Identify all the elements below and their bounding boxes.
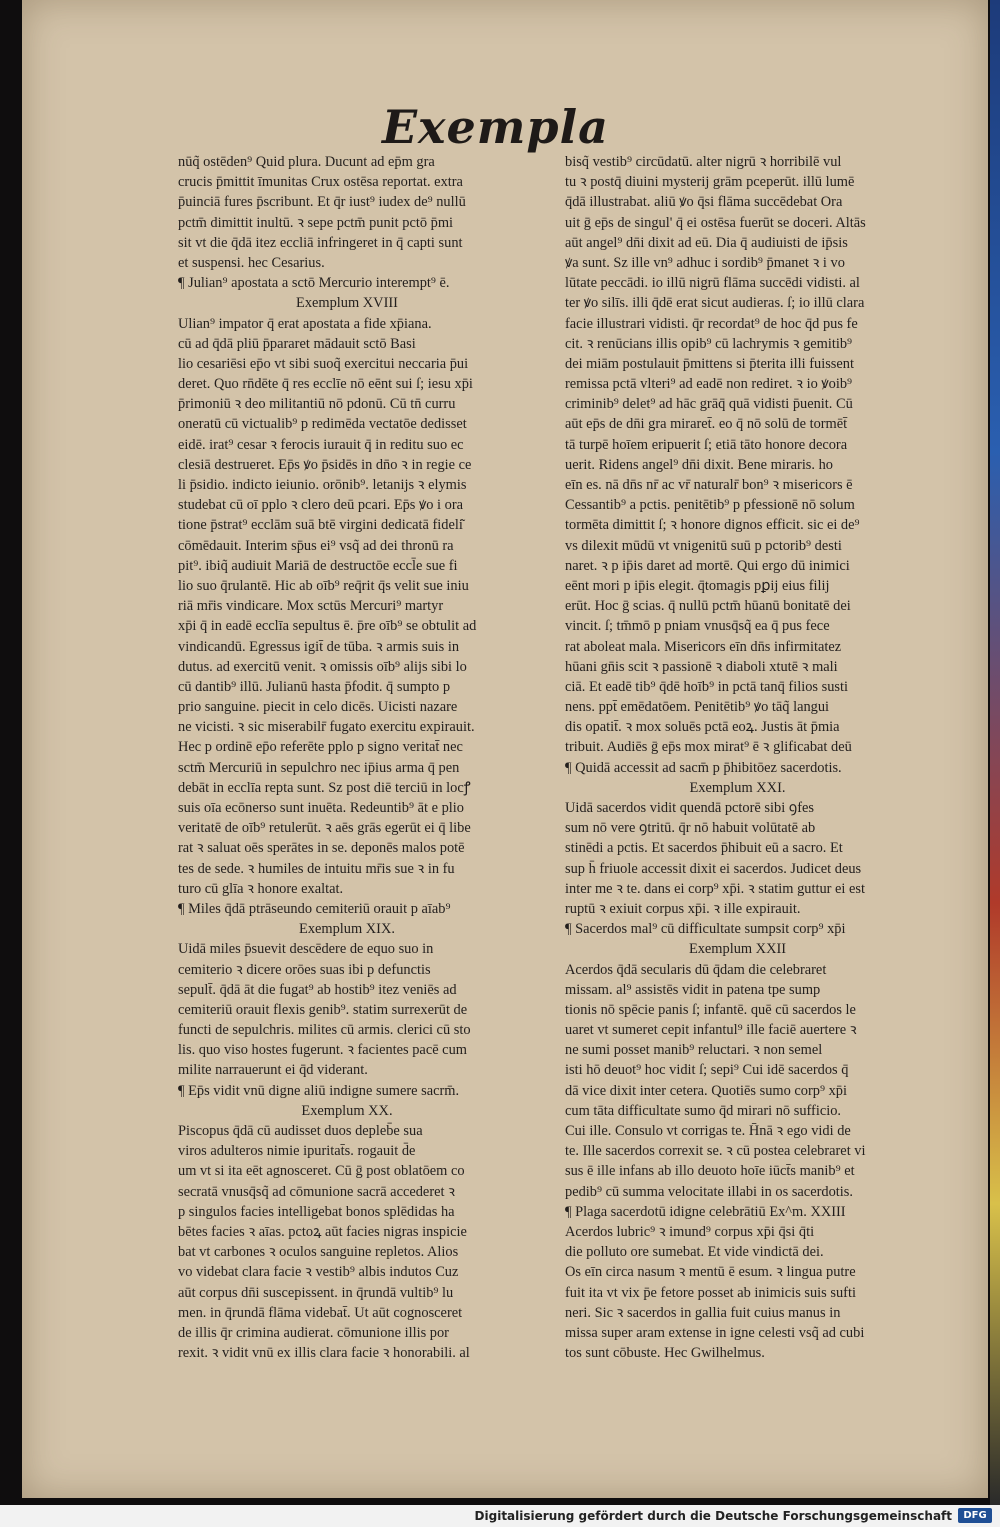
- right-text-column: [565, 152, 950, 1363]
- text-line: cit. ꝛ renūcians illis opib⁹ cū lachrymis ꝛ gemitib⁹: [565, 335, 853, 352]
- text-line: cōmēdauit. Interim sp̄us ei⁹ vsq̃ ad dei thronū ra: [178, 537, 454, 554]
- text-line: cū dantib⁹ illū. Julianū hasta p̄fodit. q̄ sumpto p: [178, 678, 451, 695]
- text-line: dā vice dixit inter cetera. Quotiēs sumo corp⁹ xp̄i: [565, 1082, 847, 1099]
- text-line: ruptū ꝛ exiuit corpus xp̄i. ꝛ ille expirauit.: [565, 900, 801, 917]
- text-line: dis opatit̄. ꝛ mox soluēs pctā eoꝝ. Justis āt p̄mia: [565, 719, 840, 736]
- text-line: eīn es. nā dn̄s nr̄ ac vr̄ naturalr̄ bon⁹ ꝛ misericors ē: [565, 477, 853, 493]
- text-line: pit⁹. ibiq̃ audiuit Mariā de destructōe eccl̄e sue fi: [178, 557, 458, 574]
- text-line: tormēta dimittit ſ; ꝛ honore dignos efficit. sic ei de⁹: [565, 517, 860, 534]
- text-line: sepult̄. q̄dā āt die fugat⁹ ab hostib⁹ itez veniēs ad: [178, 981, 457, 998]
- text-line: sctm̄ Mercuriū in sepulchro nec ip̄ius arma q̄ pen: [178, 759, 460, 776]
- text-line: fuit ita vt vix p̄e fetore posset ab inimicis suis sufti: [565, 1284, 856, 1301]
- text-line: turo cū glīa ꝛ honore exaltat.: [178, 880, 344, 897]
- text-line: criminib⁹ delet⁹ ad hāc grāq̄ quā vidisti p̄uenit. Cū: [565, 396, 853, 413]
- text-line: Hec p ordinē ep̄o referēte pplo p signo veritat̄ nec: [178, 739, 463, 756]
- text-line: lūtate peccādi. io illū nigrū flāma succēdi vidisti. al: [565, 275, 860, 292]
- text-line: tribuit. Audiēs ḡ ep̄s mox mirat⁹ ē ꝛ glificabat deū: [565, 739, 852, 756]
- text-line: Exemplum XXI.: [689, 779, 786, 796]
- text-line: Cessantib⁹ a pctis. penitētib⁹ p pfessionē nō solum: [565, 497, 855, 514]
- running-head: Exempla: [382, 100, 609, 154]
- text-line: debāt in ecclīa repta sunt. Sz post diē terciū in locꝭ: [178, 779, 471, 796]
- text-line: remissa pctā vlteri⁹ ad eadē non rediret. ꝛ io ꝟoib⁹: [565, 376, 853, 393]
- text-line: p singulos facies intelligebat bonos splēdidas ha: [178, 1203, 455, 1220]
- text-line: rexit. ꝛ vidit vnū ex illis clara facie ꝛ honorabili. al: [178, 1345, 470, 1362]
- text-line: rat aboleat mala. Misericors eīn dn̄s infirmitatez: [565, 638, 842, 655]
- text-line: secratā vnusq̄sq̃ ad cōmunione sacrā accederet ꝛ: [178, 1183, 455, 1200]
- text-line: bisq̃ vestib⁹ circūdatū. alter nigrū ꝛ horribilē vul: [565, 154, 842, 170]
- text-line: eidē. irat⁹ cesar ꝛ ferocis iurauit q̄ in reditu suo ec: [178, 436, 464, 453]
- text-line: sum nō vere ꝯtritū. q̄r nō habuit volūtatē ab: [565, 820, 816, 837]
- text-line: ciā. Et eadē tib⁹ q̄dē hoīb⁹ in pctā tanq̄ filios susti: [565, 678, 848, 695]
- text-line: p̄rimoniū ꝛ deo militantiū nō pdonū. Cū tn̄ curru: [178, 396, 456, 413]
- text-line: isti hō deuot⁹ hoc vidit ſ; sepi⁹ Cui idē sacerdos q̄: [565, 1062, 849, 1079]
- text-line: vs dilexit mūdū vt vnigenitū suū p pctorib⁹ desti: [565, 537, 842, 554]
- text-line: vincit. ſ; tm̄mō p pniam vnusq̄sq̃ ea q̄ pus fece: [565, 618, 830, 635]
- text-line: uerit. Ridens angel⁹ dn̄i dixit. Bene miraris. ho: [565, 456, 833, 473]
- text-line: tione p̄strat⁹ ecclām suā btē virgini dedicatā fideli͂: [178, 517, 463, 534]
- text-line: eēnt mori p ip̄is elegit. q̄tomagis pꝑij eius filij: [565, 577, 830, 594]
- text-line: ¶ Julian⁹ apostata a sctō Mercurio interempt⁹ ē.: [178, 275, 450, 292]
- left-text-column: [178, 152, 556, 1363]
- text-line: aūt angel⁹ dn̄i dixit ad eū. Dia q̄ audiuisti de ip̄sis: [565, 234, 848, 251]
- text-line: nūq̃ ostēden⁹ Quid plura. Ducunt ad ep̄m gra: [178, 154, 435, 170]
- text-line: Uidā sacerdos vidit quendā pctorē sibi ꝯfes: [565, 800, 815, 816]
- text-line: prio sanguine. piecit in celo dicēs. Uicisti nazare: [178, 699, 458, 716]
- text-line: facie illustrari vidisti. q̄r recordat⁹ de hoc q̄d pus fe: [565, 315, 858, 332]
- text-line: aūt corpus dn̄i suscepissent. in q̄rundā vultib⁹ lu: [178, 1284, 454, 1301]
- text-line: Ulian⁹ impator q̄ erat apostata a fide xp̄iana.: [178, 315, 432, 332]
- text-line: ¶ Ep̄s vidit vnū digne aliū indigne sumere sacrm̄.: [178, 1082, 460, 1099]
- text-line: tā turpē hoīem eripuerit ſ; etiā tāto honore decora: [565, 436, 848, 453]
- text-line: Os eīn circa nasum ꝛ mentū ē esum. ꝛ lingua putre: [565, 1264, 856, 1281]
- text-line: ter ꝟo silīs. illi q̄dē erat sicut audieras. ſ; io illū clara: [565, 295, 865, 312]
- text-line: Uidā miles p̄suevit descēdere de equo suo in: [178, 941, 434, 958]
- text-line: ¶ Sacerdos mal⁹ cū difficultate sumpsit corp⁹ xp̄i: [565, 921, 846, 938]
- text-line: ¶ Quidā accessit ad sacm̄ p p̄hibitōez sacerdotis.: [565, 759, 842, 776]
- text-line: neri. Sic ꝛ sacerdos in gallia fuit cuius manus in: [565, 1304, 841, 1321]
- text-line: li p̄sidio. indicto ieiunio. orōnib⁹. letanijs ꝛ elymis: [178, 477, 467, 493]
- text-line: veritatē de oīb⁹ retulerūt. ꝛ aēs grās egerūt ei q̄ libe: [178, 820, 471, 837]
- text-line: Acerdos lubric⁹ ꝛ imund⁹ corpus xp̄i q̄si q̄ti: [565, 1223, 815, 1240]
- text-line: sus ē ille infans ab illo deuoto hoīe iūct̄s manib⁹ et: [565, 1163, 855, 1180]
- text-line: bētes facies ꝛ aīas. pctoꝝ aūt facies nigras inspicie: [178, 1223, 467, 1240]
- text-line: sup h̄ friuole accessit dixit ei sacerdos. Judicet deus: [565, 860, 862, 877]
- text-line: die polluto ore sumebat. Et vide vindictā dei.: [565, 1244, 824, 1261]
- text-line: Exemplum XIX.: [299, 921, 395, 938]
- text-line: dei miām postulauit p̄mittens si p̄terita illi fuissent: [565, 355, 854, 372]
- text-line: ¶ Plaga sacerdotū idigne celebrātiū Ex^m. XXIII: [565, 1203, 846, 1220]
- text-line: de illis q̄r crimina audierat. cōmunione illis por: [178, 1324, 449, 1341]
- text-line: pedib⁹ cū summa velocitate illabi in os sacerdotis.: [565, 1183, 853, 1200]
- text-line: p̄uinciā fures p̄scribunt. Et q̄r iust⁹ iudex de⁹ nullū: [178, 194, 466, 211]
- text-line: stinēdi a pctis. Et sacerdos p̄hibuit eū a sacro. Et: [565, 840, 843, 857]
- text-line: uaret vt sumeret cepit infantul⁹ ille faciē auertere ꝛ: [565, 1022, 857, 1039]
- text-line: Exemplum XXII: [688, 941, 787, 958]
- text-line: crucis p̄mittit īmunitas Crux ostēsa reportat. extra: [178, 174, 463, 191]
- text-line: ꝟa sunt. Sz ille vn⁹ adhuc i sordib⁹ p̄manet ꝛ i vo: [565, 254, 845, 271]
- text-line: tu ꝛ postq̄ diuini mysterij grām pceperūt. illū lumē: [565, 174, 855, 191]
- text-line: naret. ꝛ p ip̄is daret ad mortē. Qui ergo dū inimici: [565, 557, 850, 574]
- text-line: oneratū cū victualib⁹ p redimēda vectatōe dedisset: [178, 416, 467, 433]
- text-line: Piscopus q̄dā cū audisset duos depleb̄e sua: [178, 1123, 423, 1139]
- text-line: Acerdos q̄dā secularis dū q̄dam die celebraret: [565, 961, 827, 978]
- funding-credit: Digitalisierung gefördert durch die Deutsche Forschungsgemeinschaft: [474, 1509, 952, 1523]
- text-line: tionis nō spēcie panis ſ; infantē. quē cū sacerdos le: [565, 1001, 856, 1018]
- text-line: riā mr̄is vindicare. Mox sctūs Mercuri⁹ martyr: [178, 598, 444, 615]
- text-line: pctm̄ dimittit inultū. ꝛ sepe pctm̄ punit pctō p̄mi: [178, 214, 454, 231]
- text-line: clesiā destrueret. Ep̄s ꝟo p̄sidēs in dn̄o ꝛ in regie ce: [178, 456, 472, 473]
- text-line: studebat cū oī pplo ꝛ clero deū pcari. Ep̄s ꝟo i ora: [178, 497, 464, 514]
- text-line: lio suo q̄rulantē. Hic ab oīb⁹ req̄rit q̄s velit sue iniu: [178, 577, 469, 594]
- text-line: dutus. ad exercitū venit. ꝛ omissis oīb⁹ alijs sibi lo: [178, 658, 467, 675]
- text-line: suis oīa ecōnerso sunt inuēta. Redeuntib⁹ āt e plio: [178, 800, 464, 816]
- text-line: ne sumi posset manib⁹ reluctari. ꝛ non semel: [565, 1042, 823, 1059]
- text-line: inter me ꝛ te. dans ei corp⁹ xp̄i. ꝛ statim guttur ei est: [565, 880, 866, 897]
- text-line: vo videbat clara facie ꝛ vestib⁹ albis indutos Cuz: [178, 1264, 459, 1281]
- text-line: aūt ep̄s de dn̄i gra miraret̄. eo q̄ nō solū de tormēt̄: [565, 416, 848, 433]
- text-line: men. in q̄rundā flāma videbat̄. Ut aūt cognosceret: [178, 1304, 463, 1321]
- dfg-logo-icon: DFG: [958, 1508, 992, 1523]
- text-line: Exemplum XVIII: [296, 295, 398, 312]
- text-line: Cui ille. Consulo vt corrigas te. H̄nā ꝛ ego vidi de: [565, 1123, 851, 1139]
- text-line: vindicandū. Egressus igit̄ de tūba. ꝛ armis suis in: [178, 638, 460, 655]
- text-line: missa super aram extense in igne celesti vsq̃ ad cubi: [565, 1324, 865, 1341]
- text-line: lio cesariēsi ep̄o vt sibi suoq̃ exercitui neccaria p̄ui: [178, 355, 469, 372]
- text-line: viros adulteros nimie ipuritat̄s. rogauit d̄e: [178, 1143, 416, 1160]
- text-line: tos sunt cōbuste. Hec Gwilhelmus.: [565, 1345, 765, 1362]
- text-line: cum tāta difficultate sumo q̄d mirari nō sufficio.: [565, 1102, 842, 1119]
- text-line: et suspensi. hec Cesarius.: [178, 254, 325, 271]
- text-line: bat vt carbones ꝛ oculos sanguine repletos. Alios: [178, 1244, 459, 1261]
- text-line: tes de sede. ꝛ humiles de intuitu mr̄is sue ꝛ in fu: [178, 860, 455, 877]
- text-line: ne vicisti. ꝛ sic miserabilr̄ fugato exercitu expirauit.: [178, 719, 475, 736]
- text-line: cemiterio ꝛ dicere orōes suas ibi p defunctis: [178, 961, 431, 978]
- text-line: te. Ille sacerdos correxit se. ꝛ cū postea celebraret vi: [565, 1143, 866, 1160]
- text-line: milite narrauerunt ei q̄d viderant.: [178, 1062, 368, 1079]
- text-line: deret. Quo rn̄dēte q̄ res ecclīe nō eēnt sui ſ; iesu xp̄i: [178, 376, 473, 393]
- text-line: Exemplum XX.: [301, 1102, 393, 1119]
- text-line: missam. al⁹ assistēs vidit in patena tpe sump: [565, 981, 821, 998]
- text-line: rat ꝛ saluat oēs sperātes in se. deponēs malos potē: [178, 840, 465, 857]
- color-calibration-strip: [990, 0, 1000, 1505]
- text-line: functi de sepulchris. milites cū armis. clerici cū sto: [178, 1022, 471, 1039]
- text-line: sit vt die q̄dā itez eccliā infringeret in q̄ capti sunt: [178, 234, 463, 251]
- text-line: nens. ppt̄ emēdatōem. Penitētib⁹ ꝟo tāq̃ langui: [565, 699, 830, 716]
- text-line: ¶ Miles q̄dā ptrāseundo cemiteriū orauit p aīab⁹: [178, 900, 451, 917]
- text-line: lis. quo viso hostes fugerunt. ꝛ facientes pacē cum: [178, 1042, 467, 1059]
- text-line: xp̄i q̄ in eadē ecclīa sepultus ē. p̄re oīb⁹ se obtulit ad: [178, 618, 477, 635]
- text-line: cū ad q̄dā pliū p̄pararet mādauit sctō Basi: [178, 335, 416, 352]
- text-line: erūt. Hoc ḡ scias. q̄ nullū pctm̄ hūanū bonitatē dei: [565, 598, 851, 615]
- text-line: hūani gn̄is scit ꝛ passionē ꝛ diaboli xtutē ꝛ mali: [565, 658, 838, 675]
- text-line: q̄dā illustrabat. aliū ꝟo q̄si flāma succēdebat Ora: [565, 194, 843, 211]
- text-line: um vt si ita eēt agnosceret. Cū ḡ post oblatōem co: [178, 1163, 465, 1180]
- text-line: cemiteriū orauit flexis genib⁹. statim surrexerūt de: [178, 1001, 468, 1018]
- text-line: uit ḡ ep̄s de singul' q̄ ei ostēsa fuerūt se doceri. Altās: [565, 214, 866, 231]
- digitization-footer: [0, 1505, 1000, 1527]
